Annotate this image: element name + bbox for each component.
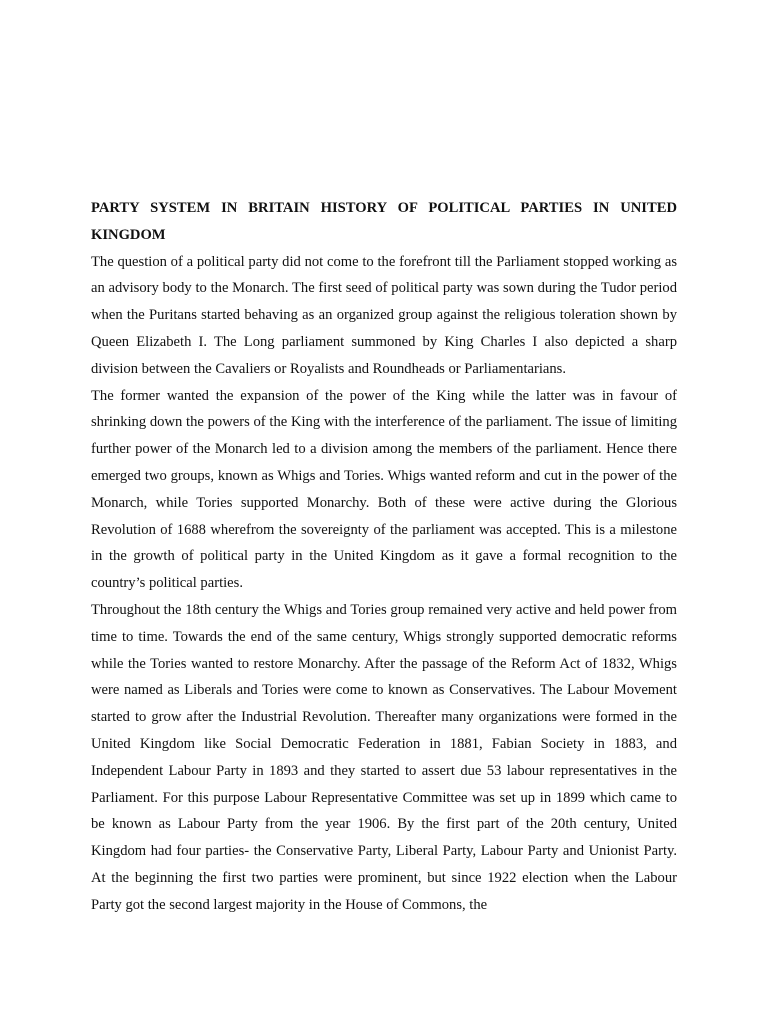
document-body bbox=[91, 195, 677, 919]
paragraph-2: The former wanted the expansion of the power of the King while the latter was in favour of shrinking down the powers of the King with the interference of the parliament. The issue of limiting further power of the Monarch led to a division among the members of the parliament. Hence there emerged two groups, known as Whigs and Tories. Whigs wanted reform and cut in the power of the Monarch, while Tories supported Monarchy. Both of these were active during the Glorious Revolution of 1688 wherefrom the sovereignty of the parliament was accepted. This is a milestone in the growth of political party in the United Kingdom as it gave a formal recognition to the country’s political parties. bbox=[91, 387, 677, 592]
document-title: PARTY SYSTEM IN BRITAIN HISTORY OF POLITICAL PARTIES IN UNITED KINGDOM bbox=[91, 200, 677, 243]
paragraph-1: The question of a political party did not come to the forefront till the Parliament stopped working as an advisory body to the Monarch. The first seed of political party was sown during the Tudor period when the Puritans started behaving as an organized group against the religious toleration shown by Queen Elizabeth I. The Long parliament summoned by King Charles I also depicted a sharp division between the Cavaliers or Royalists and Roundheads or Parliamentarians. bbox=[91, 253, 677, 377]
paragraph-3: Throughout the 18th century the Whigs and Tories group remained very active and held power from time to time. Towards the end of the same century, Whigs strongly supported democratic reforms while the Tories wanted to restore Monarchy. After the passage of the Reform Act of 1832, Whigs were named as Liberals and Tories were come to known as Conservatives. The Labour Movement started to grow after the Industrial Revolution. Thereafter many organizations were formed in the United Kingdom like Social Democratic Federation in 1881, Fabian Society in 1883, and Independent Labour Party in 1893 and they started to assert due 53 labour representatives in the Parliament. For this purpose Labour Representative Committee was set up in 1899 which came to be known as Labour Party from the year 1906. By the first part of the 20th century, United Kingdom had four parties- the Conservative Party, Liberal Party, Labour Party and Unionist Party. At the beginning the first two parties were prominent, but since 1922 election when the Labour Party got the second largest majority in the House of Commons, the bbox=[91, 601, 677, 913]
